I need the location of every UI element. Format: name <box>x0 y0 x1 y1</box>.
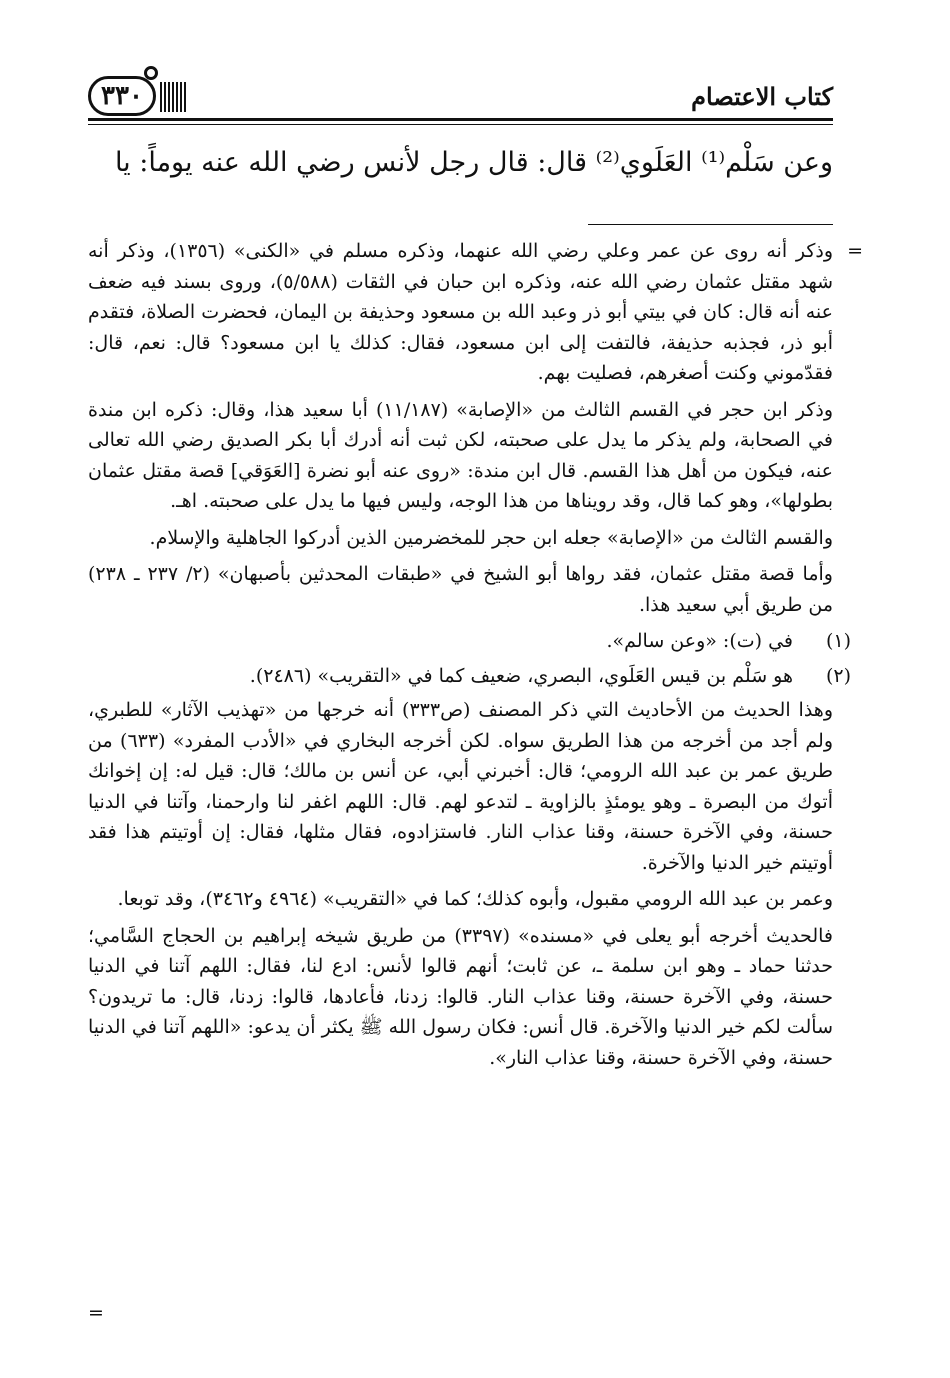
continuation-marker: = <box>847 240 863 262</box>
carried-note-paragraph: وذكر ابن حجر في القسم الثالث من «الإصابة» (١١/١٨٧) أبا سعيد هذا، وقال: ذكره ابن مندة في الصحابة، ولم يذكر ما يدل على صحبته، لكن ثبت أنه أدرك أبا بكر الصديق رضي الله تعالى عنه، فيكون من أهل هذا القسم. قال ابن مندة: «روى عنه أبو نضرة [العَوَقي] قصة مقتل عثمان بطولها»، وهو كما قال، وقد رويناها من هذا الوجه، وليس فيها ما يدل على صحبته. اهـ. <box>88 398 833 512</box>
carried-note-paragraph: والقسم الثالث من «الإصابة» جعله ابن حجر للمخضرمين الذين أدركوا الجاهلية والإسلام. <box>149 526 833 549</box>
footnote-paragraph: هو سَلْم بن قيس العَلَوي، البصري، ضعيف كما في «التقريب» (٢٤٨٦). <box>249 664 793 687</box>
footnote-paragraph: وهذا الحديث من الأحاديث التي ذكر المصنف (ص٣٣٣) أنه خرجها من «تهذيب الآثار» للطبري، ولم أجد من أخرجه من هذا الطريق سواه. لكن أخرجه البخاري في «الأدب المفرد» (٦٣٣) من طريق عمر بن عبد الله الرومي؛ قال: أخبرني أبي، عن أنس بن مالك؛ قال: قيل له: إن إخوانك أتوك من البصرة ـ وهو يومئذٍ بالزاوية ـ لتدعو لهم. قال: اللهم اغفر لنا وارحمنا، وآتنا في الدنيا حسنة، وفي الآخرة حسنة، وقنا عذاب النار. فاستزادوه، فقال مثلها، فقال: إن أوتيتم هذا فقد أوتيتم خير الدنيا والآخرة. <box>88 699 833 874</box>
footnote-number: (٢) <box>825 664 851 687</box>
footnote-separator <box>588 224 833 225</box>
footnote-1 <box>88 626 851 657</box>
page-number: ٣٣٠ <box>88 76 156 116</box>
end-marker: = <box>88 1302 104 1324</box>
carried-note-paragraph: وذكر أنه روى عن عمر وعلي رضي الله عنهما، وذكره مسلم في «الكنى» (١٣٥٦)، وذكر أنه شهد مقتل عثمان رضي الله عنه، وذكره ابن حبان في الثقات (٥/٥٨٨)، وروى بسند فيه ضعف عنه أنه قال: كان في بيتي أبو ذر وعبد الله بن مسعود وحذيفة بن اليمان، فحضرت الصلاة، فتقدم أبو ذر، فجذبه حذيفة، فالتفت إلى ابن مسعود، فقال: كذلك يا ابن مسعود؟ قال: نعم، قال: فقدّموني وكنت أصغرهم، فصليت بهم. <box>88 240 834 384</box>
footnote-paragraph: في (ت): «وعن سالم». <box>606 630 793 652</box>
footnote-2 <box>88 661 851 692</box>
header-rule-thin <box>88 124 833 125</box>
main-text: وعن سَلْم⁽¹⁾ العَلَوي⁽²⁾ قال: قال رجل لأنس رضي الله عنه يوماً: يا <box>114 147 833 178</box>
footnotes-section <box>88 236 863 1079</box>
header-bars-ornament <box>160 82 186 112</box>
footnote-number: (١) <box>825 630 851 652</box>
header-rule <box>88 118 833 121</box>
footnote-paragraph: فالحديث أخرجه أبو يعلى في «مسنده» (٣٣٩٧) من طريق شيخه إبراهيم بن الحجاج السَّامي؛ حدثنا حماد ـ وهو ابن سلمة ـ، عن ثابت؛ أنهم قالوا لأنس: ادع لنا، فقال: اللهم آتنا في الدنيا حسنة، وفي الآخرة حسنة، وقنا عذاب النار. قالوا: زدنا، فأعادها، قالوا: زدنا، قال: ما تريدون؟ سألت لكم خير الدنيا والآخرة. قال أنس: فكان رسول الله ﷺ يكثر أن يدعو: «اللهم آتنا في الدنيا حسنة، وفي الآخرة حسنة، وقنا عذاب النار». <box>88 924 833 1069</box>
carried-note-paragraph: وأما قصة مقتل عثمان، فقد رواها أبو الشيخ في «طبقات المحدثين بأصبهان» (٢/ ٢٣٧ ـ ٢٣٨) من طريق أبي سعيد هذا. <box>88 563 833 616</box>
page-header <box>88 62 833 122</box>
ornament-icon <box>144 66 158 80</box>
footnote-paragraph: وعمر بن عبد الله الرومي مقبول، وأبوه كذلك؛ كما في «التقريب» (٤٩٦٤ و٣٤٦٢)، وقد توبعا. <box>117 888 833 910</box>
book-title: كتاب الاعتصام <box>691 82 833 111</box>
